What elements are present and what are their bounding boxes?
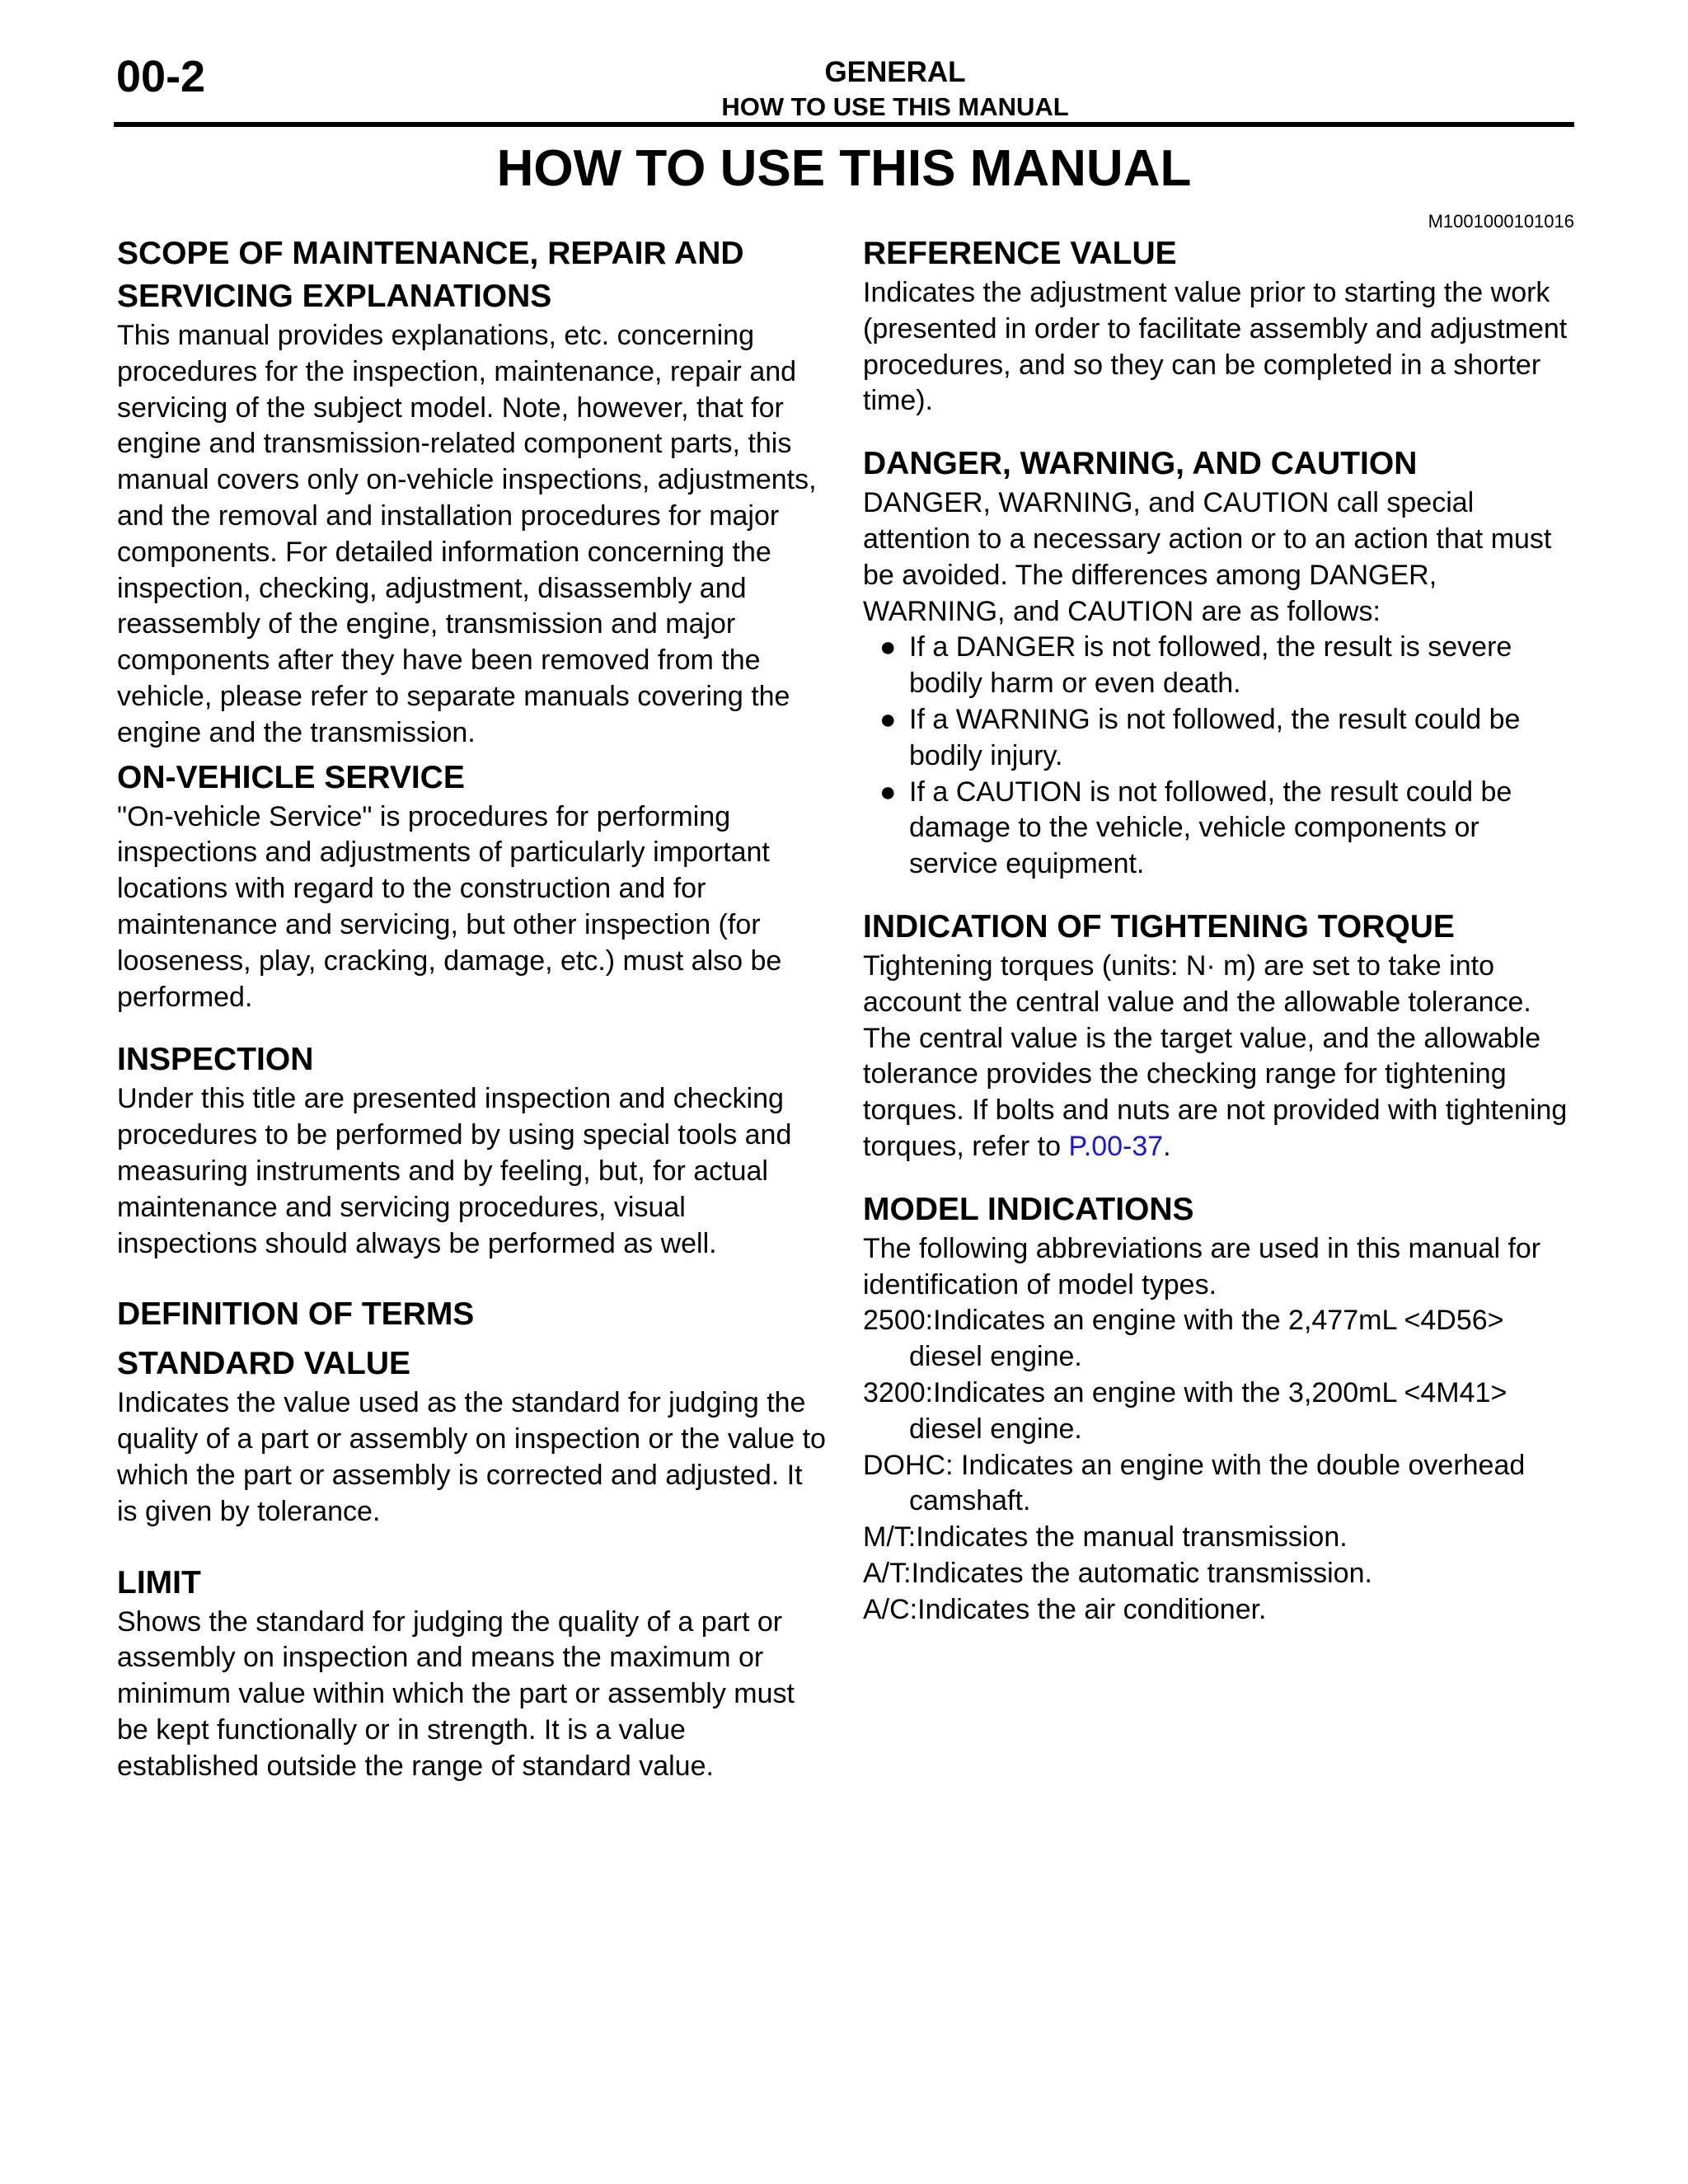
standard-value-text: Indicates the value used as the standard for judging the quality of a part or assembly on inspection or the value to which the part or assembly is corrected and adjusted. It is given by tolerance.: [117, 1387, 826, 1527]
left-column: [117, 232, 826, 1785]
reference-value-heading: REFERENCE VALUE: [863, 236, 1177, 271]
tightening-torque-text: [863, 949, 1572, 1165]
inspection-text: Under this title are presented inspection and checking procedures to be performed by using special tools and measuring instruments and by feeling, but, for actual maintenance and servicing procedures, visual inspections should always be performed as well.: [117, 1083, 792, 1259]
definition-heading: DEFINITION OF TERMS: [117, 1296, 475, 1333]
danger-warning-caution-text: DANGER, WARNING, and CAUTION call special attention to a necessary action or to an action that must be avoided. The differences among DANGER, WARNING, and CAUTION are as follows:: [863, 487, 1552, 627]
limit-heading: LIMIT: [117, 1564, 201, 1601]
onvehicle-heading: ON-VEHICLE SERVICE: [117, 759, 465, 795]
list-item: [863, 702, 1572, 775]
danger-bullet-list: [863, 630, 1572, 883]
model-indications-heading: MODEL INDICATIONS: [863, 1191, 1194, 1227]
limit-text: Shows the standard for judging the quality of a part or assembly on inspection and means the maximum or minimum value within which the part or assembly must be kept functionally or in strength. It is a value established outside the range of standard value.: [117, 1605, 795, 1782]
page-number: 00-2: [116, 52, 206, 101]
tightening-torque-heading: INDICATION OF TIGHTENING TORQUE: [863, 908, 1455, 944]
scope-heading: SCOPE OF MAINTENANCE, REPAIR AND SERVICING EXPLANATIONS: [117, 236, 744, 314]
onvehicle-text: "On-vehicle Service" is procedures for performing inspections and adjustments of particularly important locations with regard to the construction and for maintenance and servicing, but other inspection (for looseness, play, cracking, damage, etc.) must also be performed.: [117, 800, 782, 1013]
list-item-text: If a WARNING is not followed, the result could be bodily injury.: [909, 703, 1521, 771]
standard-value-heading: STANDARD VALUE: [117, 1346, 411, 1382]
tightening-torque-end: .: [1163, 1130, 1171, 1162]
page-reference-link[interactable]: P.00-37: [1068, 1130, 1164, 1162]
bullet-icon: ●: [879, 776, 897, 808]
header-rule: [114, 122, 1574, 127]
model-item: 3200:Indicates an engine with the 3,200mL <4M41> diesel engine.: [863, 1376, 1507, 1445]
scope-text: This manual provides explanations, etc. concerning procedures for the inspection, maintenance, repair and servicing of the subject model. Note, however, that for engine and transmission-related component parts, this manual covers only on-vehicle inspections, adjustments, and the removal and installation procedures for major components. For detailed information concerning the inspection, checking, adjustment, disassembly and reassembly of the engine, transmission and major components after they have been removed from the vehicle, please refer to separate manuals covering the engine and the transmission.: [117, 320, 817, 748]
list-item: [863, 775, 1572, 883]
list-item: [863, 630, 1572, 702]
model-item: DOHC: Indicates an engine with the double overhead camshaft.: [863, 1449, 1526, 1517]
tightening-torque-body: Tightening torques (units: N· m) are set to take into account the central value and the allowable tolerance. The central value is the target value, and the allowable tolerance provides the checking range for tightening torques. If bolts and nuts are not provided with tightening torques, refer to: [863, 949, 1568, 1162]
inspection-heading: INSPECTION: [117, 1042, 314, 1078]
list-item-text: If a CAUTION is not followed, the result could be damage to the vehicle, vehicle components or service equipment.: [909, 776, 1512, 880]
model-item: M/T:Indicates the manual transmission.: [863, 1521, 1348, 1554]
page-title: HOW TO USE THIS MANUAL: [496, 140, 1192, 197]
right-column: [863, 232, 1572, 1629]
running-head-chapter: HOW TO USE THIS MANUAL: [721, 92, 1069, 121]
model-item: A/C:Indicates the air conditioner.: [863, 1593, 1267, 1625]
document-id: M1001000101016: [1428, 211, 1574, 232]
bullet-icon: ●: [879, 631, 897, 663]
model-item: 2500:Indicates an engine with the 2,477mL <4D56> diesel engine.: [863, 1305, 1504, 1373]
model-indications-text: The following abbreviations are used in this manual for identification of model types.: [863, 1232, 1541, 1301]
model-item: A/T:Indicates the automatic transmission.: [863, 1557, 1372, 1589]
bullet-icon: ●: [879, 703, 897, 735]
list-item-text: If a DANGER is not followed, the result is severe bodily harm or even death.: [909, 631, 1512, 700]
danger-warning-caution-heading: DANGER, WARNING, AND CAUTION: [863, 446, 1418, 482]
reference-value-text: Indicates the adjustment value prior to starting the work (presented in order to facilitate assembly and adjustment procedures, and so they can be completed in a shorter time).: [863, 277, 1568, 417]
running-head-section: GENERAL: [824, 56, 966, 88]
